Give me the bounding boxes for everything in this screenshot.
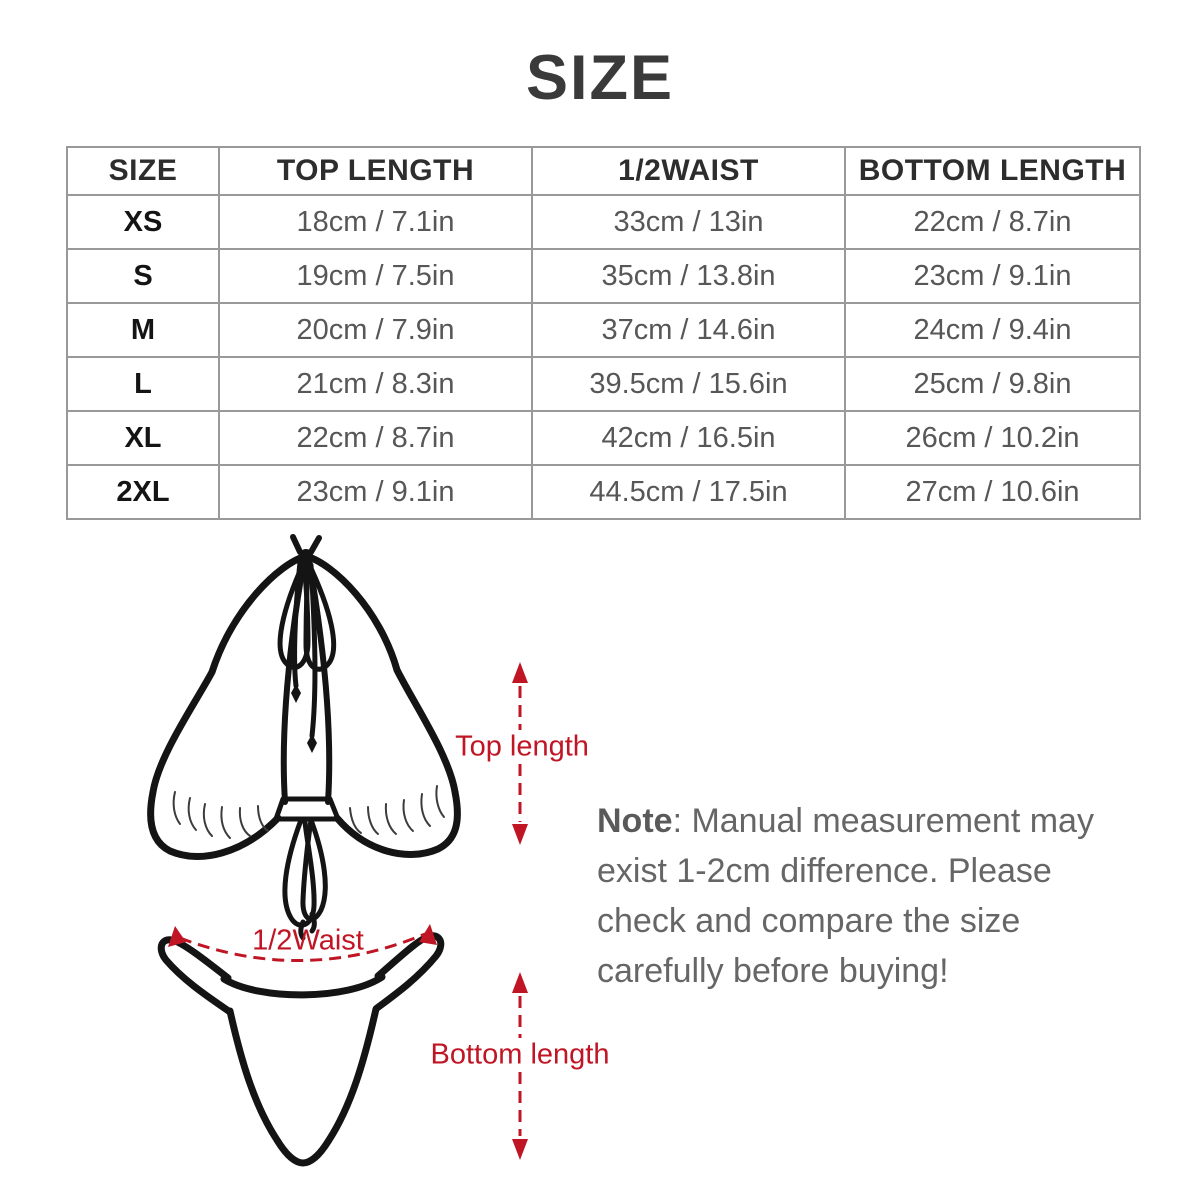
bottom-length-cell: 25cm / 9.8in (845, 357, 1140, 411)
half-waist-cell: 44.5cm / 17.5in (532, 465, 845, 519)
top-length-cell: 21cm / 8.3in (219, 357, 532, 411)
note-line: check and compare the size (597, 902, 1021, 940)
note-text (597, 796, 1157, 996)
bottom-length-label: Bottom length (430, 1038, 610, 1071)
top-length-label: Top length (455, 730, 589, 763)
bottom-length-cell: 23cm / 9.1in (845, 249, 1140, 303)
top-length-cell: 22cm / 8.7in (219, 411, 532, 465)
bottom-length-cell: 24cm / 9.4in (845, 303, 1140, 357)
bottom-length-cell: 26cm / 10.2in (845, 411, 1140, 465)
half-waist-cell: 39.5cm / 15.6in (532, 357, 845, 411)
size-cell: L (67, 357, 219, 411)
bottom-length-cell: 27cm / 10.6in (845, 465, 1140, 519)
table-row (67, 357, 1140, 411)
size-cell: XL (67, 411, 219, 465)
half-waist-label: 1/2Waist (252, 924, 364, 957)
bikini-top-drawing (151, 537, 458, 938)
table-row (67, 195, 1140, 249)
half-waist-cell: 37cm / 14.6in (532, 303, 845, 357)
table-header-row (67, 147, 1140, 195)
size-cell: 2XL (67, 465, 219, 519)
size-cell: S (67, 249, 219, 303)
table-row (67, 303, 1140, 357)
top-length-cell: 20cm / 7.9in (219, 303, 532, 357)
top-length-cell: 18cm / 7.1in (219, 195, 532, 249)
half-waist-cell: 33cm / 13in (532, 195, 845, 249)
bikini-bottom-drawing (161, 936, 441, 1163)
note-line: exist 1-2cm difference. Please (597, 852, 1052, 890)
table-row (67, 249, 1140, 303)
top-length-cell: 19cm / 7.5in (219, 249, 532, 303)
size-table (66, 146, 1141, 520)
half-waist-cell: 42cm / 16.5in (532, 411, 845, 465)
half-waist-cell: 35cm / 13.8in (532, 249, 845, 303)
table-row (67, 411, 1140, 465)
note-line1-rest: : Manual measurement may (672, 802, 1094, 840)
table-row (67, 465, 1140, 519)
top-length-cell: 23cm / 9.1in (219, 465, 532, 519)
size-cell: XS (67, 195, 219, 249)
page-title: SIZE (525, 43, 675, 113)
col-header-top-length: TOP LENGTH (219, 147, 532, 195)
note-label: Note (597, 802, 673, 840)
note-line: carefully before buying! (597, 952, 949, 990)
note-line (597, 796, 1157, 846)
col-header-bottom-length: BOTTOM LENGTH (845, 147, 1140, 195)
col-header-size: SIZE (67, 147, 219, 195)
size-cell: M (67, 303, 219, 357)
bottom-length-cell: 22cm / 8.7in (845, 195, 1140, 249)
col-header-half-waist: 1/2WAIST (532, 147, 845, 195)
